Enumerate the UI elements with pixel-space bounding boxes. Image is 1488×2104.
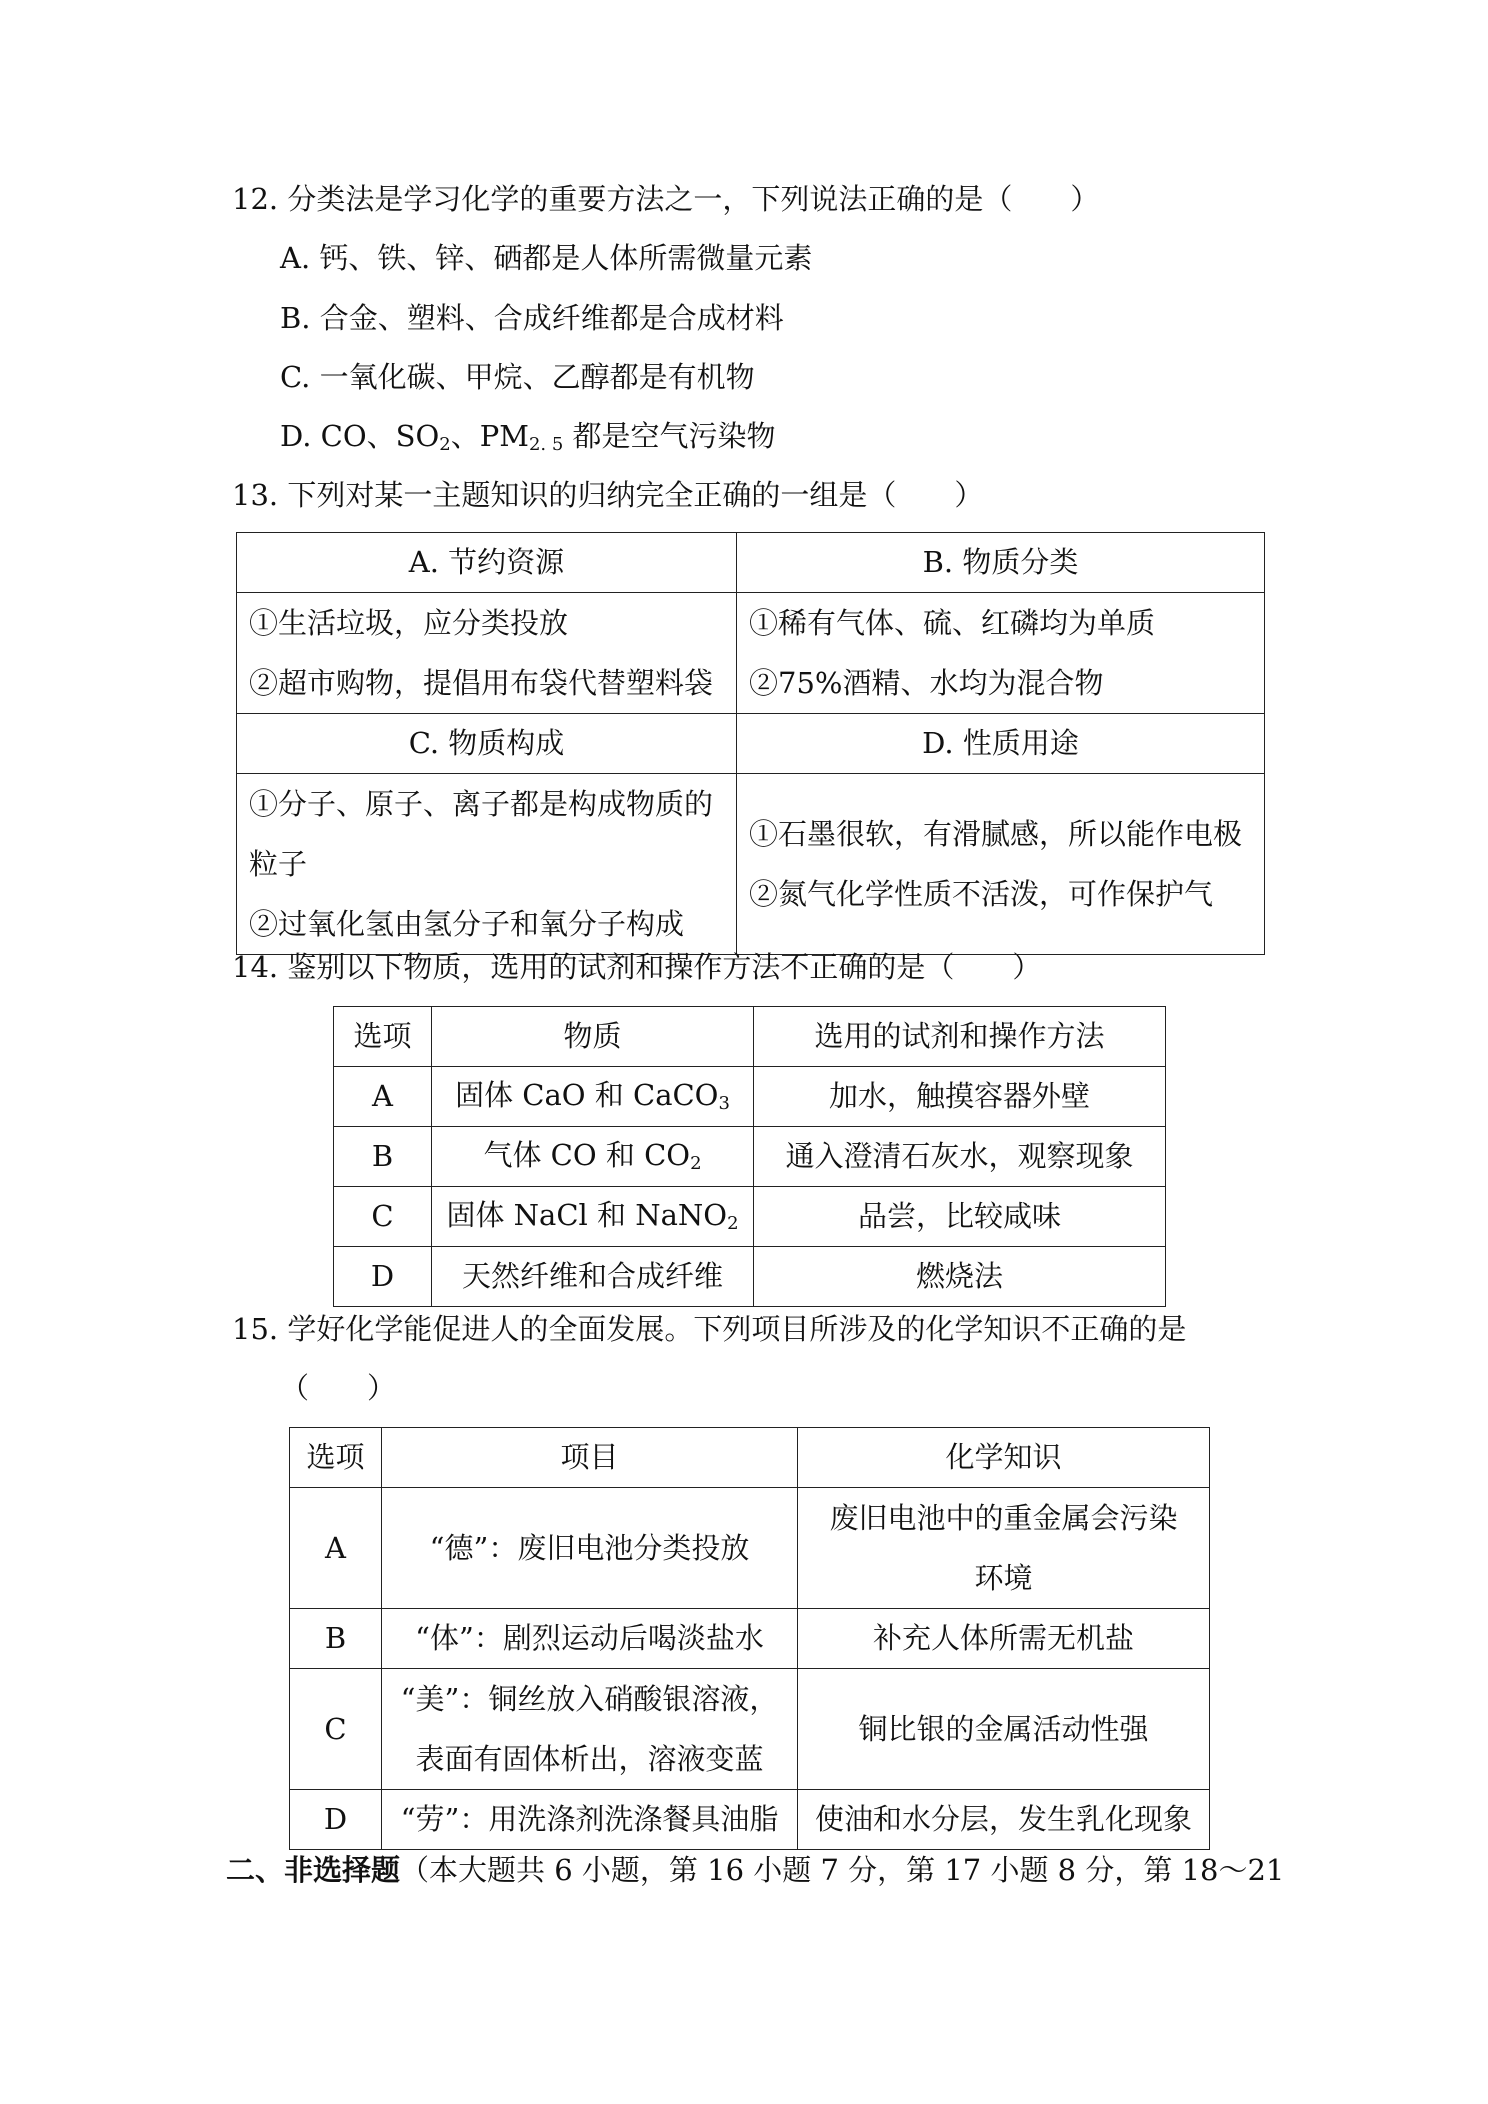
q13-a-item-2: ②超市购物，提倡用布袋代替塑料袋 [249, 666, 714, 700]
q14-row-b-method: 通入澄清石灰水，观察现象 [754, 1127, 1166, 1187]
q15-table [289, 1427, 1210, 1850]
q15-row-a-option: A [290, 1488, 382, 1609]
q14-row-b-option: B [334, 1127, 432, 1187]
q14-row-d-option: D [334, 1247, 432, 1307]
q13-c-item-1: ①分子、原子、离子都是构成物质的 [249, 787, 714, 821]
q13-a-item-1: ①生活垃圾，应分类投放 [249, 606, 569, 640]
q14-stem: 14. 鉴别以下物质，选用的试剂和操作方法不正确的是（ ） [232, 950, 1042, 984]
q12-d-text-1: D. CO、SO [280, 419, 440, 453]
q15-row-c-option: C [290, 1669, 382, 1790]
q15-row-a-item: “德”：废旧电池分类投放 [382, 1488, 798, 1609]
q14-row-b [334, 1127, 1166, 1187]
q15-row-c-knowledge: 铜比银的金属活动性强 [798, 1669, 1210, 1790]
q15-row-a-knowledge-1: 废旧电池中的重金属会污染 [829, 1501, 1178, 1535]
q15-row-d [290, 1790, 1210, 1850]
q15-row-a [290, 1488, 1210, 1609]
q12-option-b: B. 合金、塑料、合成纤维都是合成材料 [280, 301, 784, 335]
q14-row-a-text: 固体 CaO 和 CaCO [455, 1078, 719, 1113]
q15-stem: 15. 学好化学能促进人的全面发展。下列项目所涉及的化学知识不正确的是 [232, 1312, 1187, 1346]
q13-b-item-2: ②75%酒精、水均为混合物 [749, 666, 1104, 700]
q13-d-item-2: ②氮气化学性质不活泼，可作保护气 [749, 877, 1214, 911]
q15-row-c-item [382, 1669, 798, 1790]
q14-row-a-method: 加水，触摸容器外壁 [754, 1067, 1166, 1127]
q13-cell-a [237, 593, 737, 714]
q15-row-d-option: D [290, 1790, 382, 1850]
q12-option-c: C. 一氧化碳、甲烷、乙醇都是有机物 [280, 360, 755, 394]
q14-row-c [334, 1187, 1166, 1247]
q14-row-d-substance: 天然纤维和合成纤维 [432, 1247, 754, 1307]
q14-row-a [334, 1067, 1166, 1127]
q14-row-a-substance [432, 1067, 754, 1127]
q14-row-d-method: 燃烧法 [754, 1247, 1166, 1307]
q14-header-option: 选项 [334, 1007, 432, 1067]
q15-row-b [290, 1609, 1210, 1669]
q15-header-option: 选项 [290, 1428, 382, 1488]
q13-d-item-1: ①石墨很软，有滑腻感，所以能作电极 [749, 817, 1243, 851]
q13-cell-c [237, 774, 737, 955]
q14-row-b-text: 气体 CO 和 CO [483, 1138, 691, 1173]
q14-row-b-sub: 2 [690, 1153, 702, 1175]
q15-header-item: 项目 [382, 1428, 798, 1488]
q13-cell-b [737, 593, 1265, 714]
q13-head-b: B. 物质分类 [737, 533, 1265, 593]
q14-row-c-option: C [334, 1187, 432, 1247]
q14-row-c-text: 固体 NaCl 和 NaNO [446, 1198, 728, 1233]
q13-cell-d [737, 774, 1265, 955]
q15-row-d-item: “劳”：用洗涤剂洗涤餐具油脂 [382, 1790, 798, 1850]
q13-c-item-1-cont: 粒子 [249, 847, 308, 881]
q13-stem: 13. 下列对某一主题知识的归纳完全正确的一组是（ ） [232, 478, 984, 512]
q13-c-item-2: ②过氧化氢由氢分子和氧分子构成 [249, 907, 685, 941]
q13-head-d: D. 性质用途 [737, 714, 1265, 774]
q15-row-b-item: “体”：剧烈运动后喝淡盐水 [382, 1609, 798, 1669]
q14-row-d [334, 1247, 1166, 1307]
q15-row-d-knowledge: 使油和水分层，发生乳化现象 [798, 1790, 1210, 1850]
q12-d-text-3: 都是空气污染物 [563, 419, 776, 453]
q15-row-a-knowledge [798, 1488, 1210, 1609]
q14-row-c-method: 品尝，比较咸味 [754, 1187, 1166, 1247]
q15-row-b-option: B [290, 1609, 382, 1669]
section-2-title: 二、非选择题 [226, 1853, 401, 1887]
q12-d-sub-2: 2. 5 [528, 434, 564, 455]
section-2-heading [226, 1853, 1284, 1888]
q14-row-c-sub: 2 [727, 1213, 739, 1235]
q14-header-method: 选用的试剂和操作方法 [754, 1007, 1166, 1067]
section-2-description: （本大题共 6 小题，第 16 小题 7 分，第 17 小题 8 分，第 18～21 [400, 1853, 1285, 1887]
q15-row-a-knowledge-2: 环境 [974, 1561, 1033, 1595]
q14-row-a-option: A [334, 1067, 432, 1127]
q15-header-knowledge: 化学知识 [798, 1428, 1210, 1488]
q13-head-a: A. 节约资源 [237, 533, 737, 593]
q15-row-c-item-2: 表面有固体析出，溶液变蓝 [415, 1742, 764, 1776]
q12-option-d [280, 419, 776, 456]
q15-row-b-knowledge: 补充人体所需无机盐 [798, 1609, 1210, 1669]
q14-table [333, 1006, 1166, 1307]
q12-option-a: A. 钙、铁、锌、硒都是人体所需微量元素 [280, 241, 813, 275]
q13-head-c: C. 物质构成 [237, 714, 737, 774]
q12-stem: 12. 分类法是学习化学的重要方法之一，下列说法正确的是（ ） [232, 182, 1100, 216]
q12-d-text-2: 、PM [450, 419, 529, 453]
q14-header-substance: 物质 [432, 1007, 754, 1067]
q13-table [236, 532, 1265, 955]
q12-d-sub-1: 2 [439, 434, 451, 455]
q14-row-a-sub: 3 [718, 1093, 730, 1115]
q13-b-item-1: ①稀有气体、硫、红磷均为单质 [749, 606, 1156, 640]
q15-row-c [290, 1669, 1210, 1790]
q15-stem-bracket: （ ） [280, 1371, 397, 1405]
q14-row-b-substance [432, 1127, 754, 1187]
q14-row-c-substance [432, 1187, 754, 1247]
q15-row-c-item-1: “美”：铜丝放入硝酸银溶液， [400, 1682, 779, 1716]
